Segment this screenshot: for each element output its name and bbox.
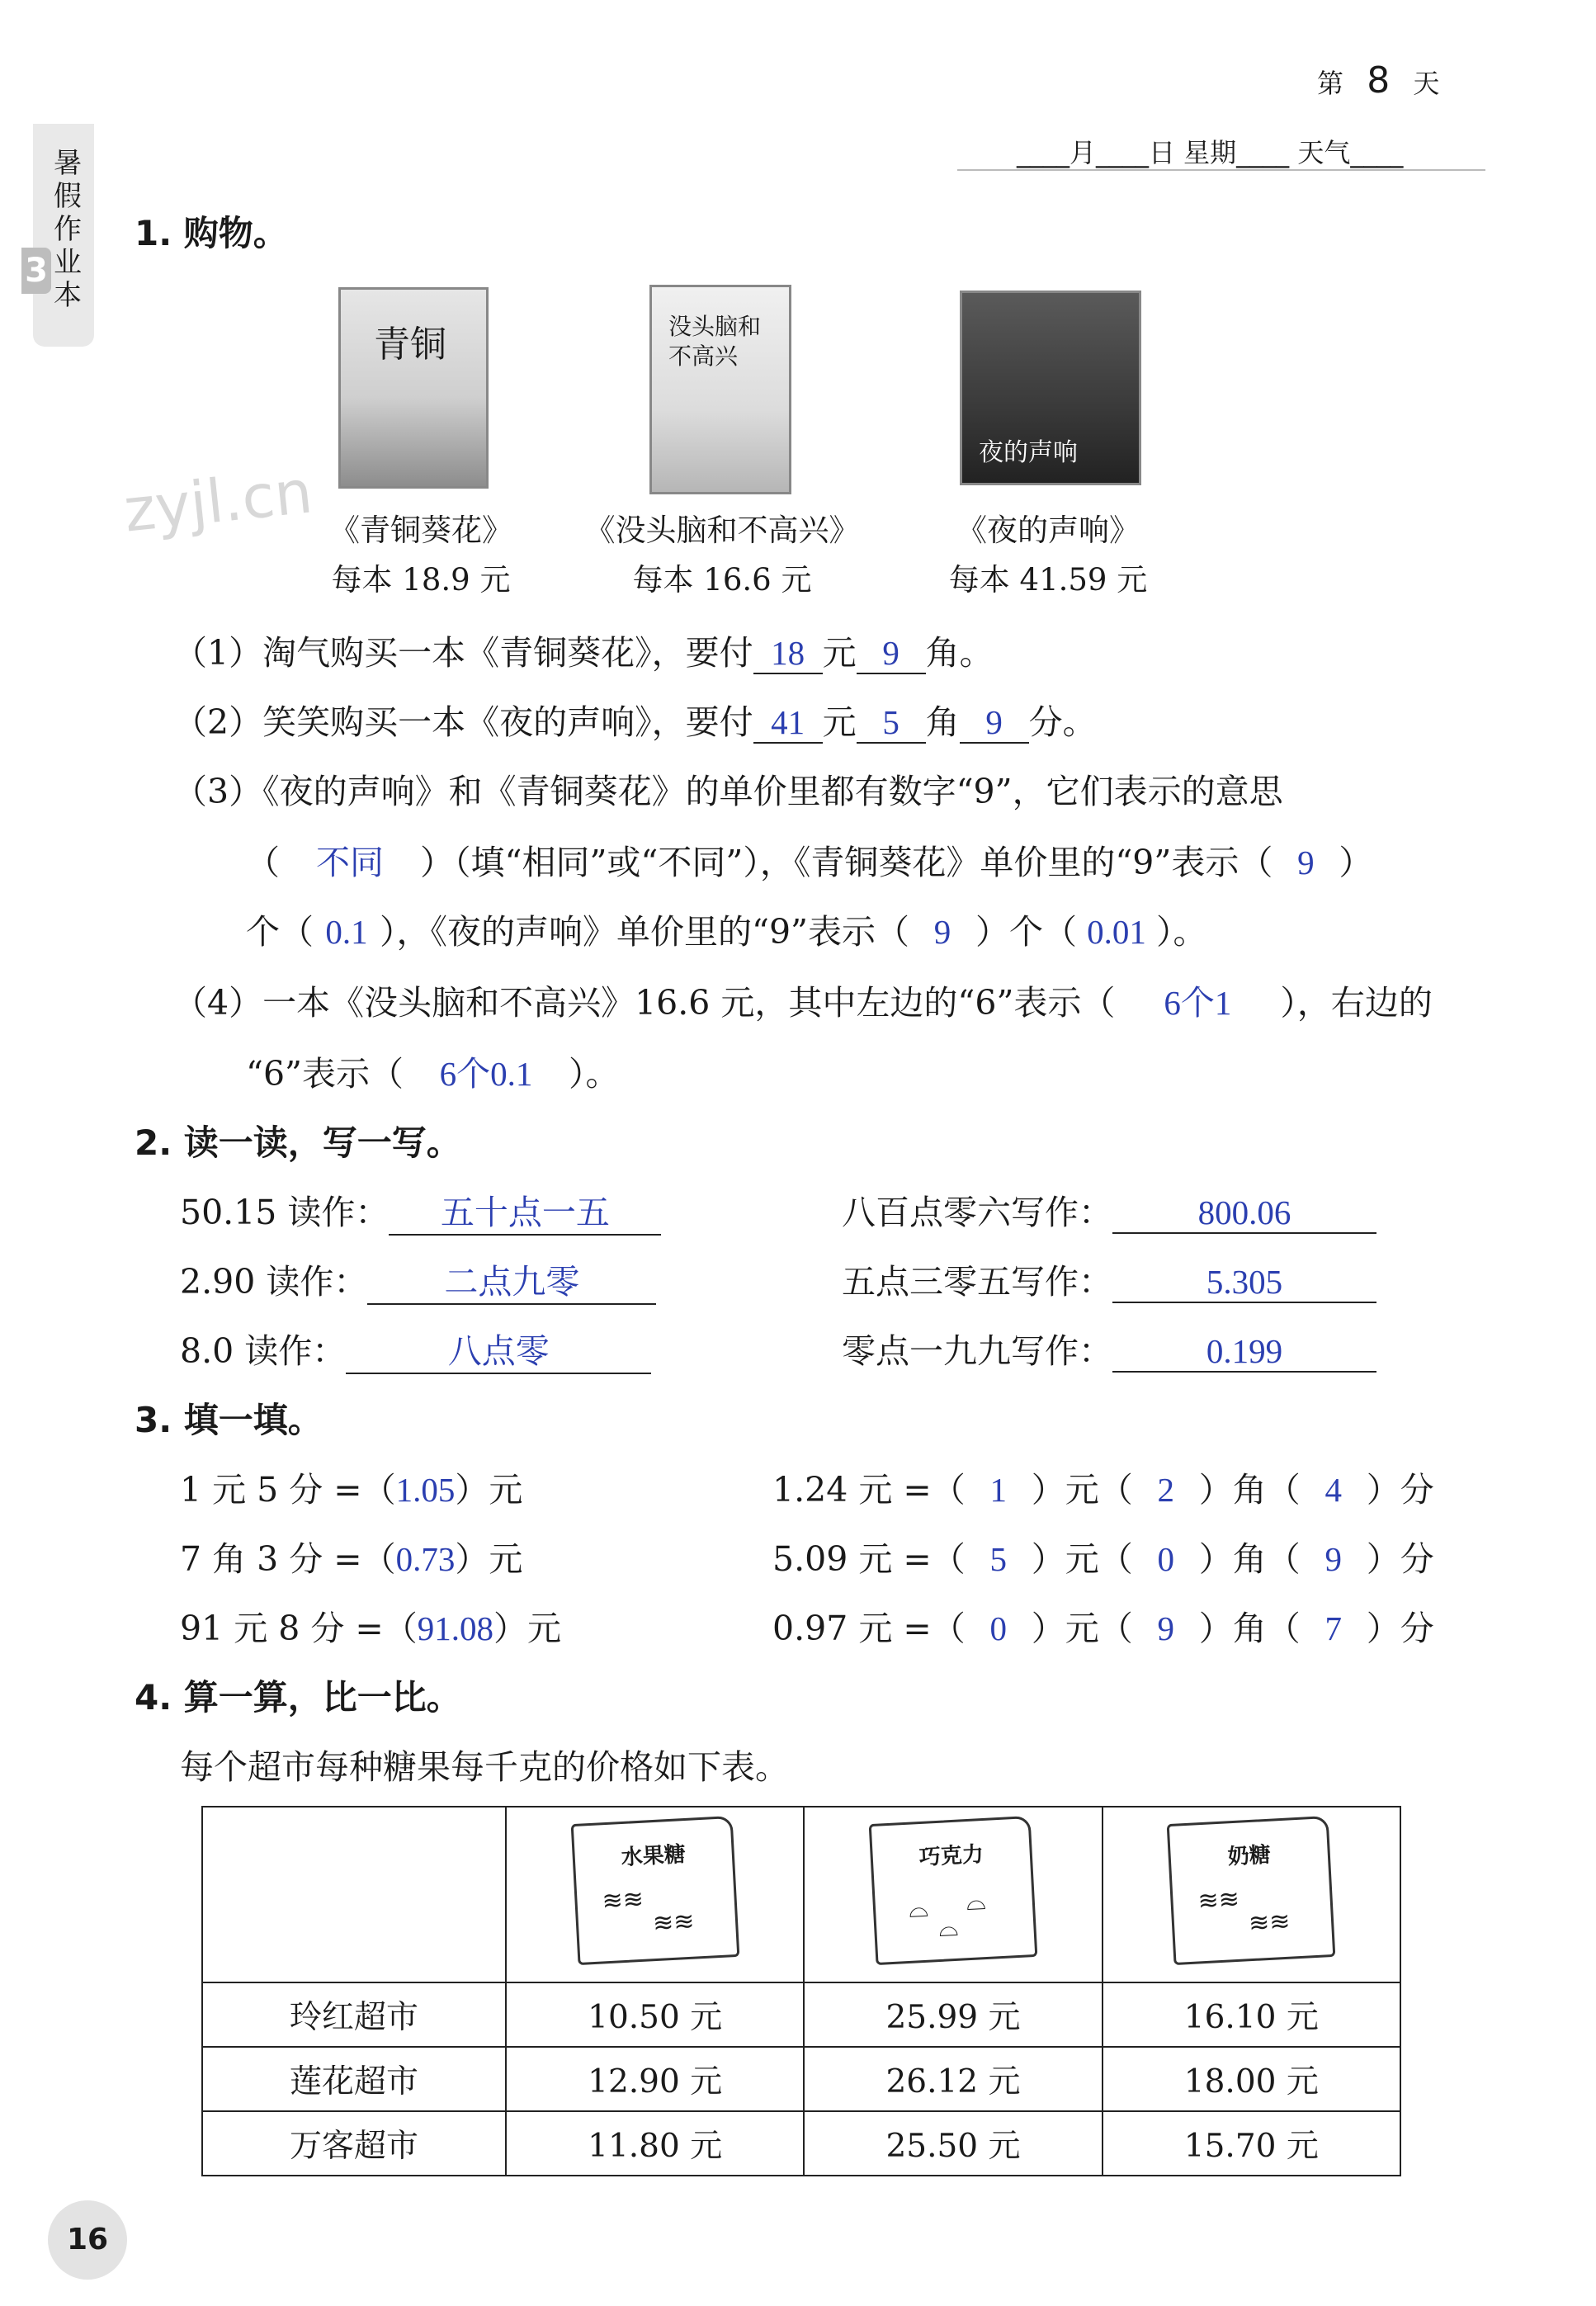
unit-fen: ）分 bbox=[1366, 1470, 1434, 1510]
write-prompt: 五点三零五写作： bbox=[842, 1262, 1112, 1302]
unit-yuan: ）元（ bbox=[1031, 1470, 1133, 1510]
conversion-prompt: 5.09 元 =（ bbox=[772, 1539, 966, 1579]
q2-left-item bbox=[180, 1255, 656, 1305]
answer-jiao: 0 bbox=[1157, 1540, 1174, 1578]
unit-jiao: ）角（ bbox=[1198, 1609, 1301, 1648]
answer-writing: 0.199 bbox=[1112, 1331, 1376, 1373]
unit-yuan: ）元 bbox=[493, 1609, 561, 1648]
chocolate-icon: ⌓ bbox=[965, 1886, 987, 1917]
answer-yuan: 1 bbox=[989, 1471, 1007, 1509]
price-cell: 16.10 元 bbox=[1103, 1982, 1400, 2047]
book-cover-yedeshengxiang bbox=[960, 291, 1141, 485]
book-cover-meitounao bbox=[649, 285, 791, 494]
unit-jiao: ）角（ bbox=[1198, 1470, 1301, 1510]
q1-part1 bbox=[173, 626, 994, 674]
answer-right-six: 6个0.1 bbox=[439, 1055, 533, 1093]
unit-jiao: 角。 bbox=[925, 633, 994, 673]
answer-yuan: 5 bbox=[989, 1540, 1007, 1578]
q3-left-item bbox=[180, 1601, 561, 1650]
read-prompt: 50.15 读作： bbox=[180, 1193, 390, 1232]
q1-title: 1. 购物。 bbox=[135, 213, 288, 253]
q2-right-item bbox=[842, 1255, 1376, 1303]
answer-unit: 0.1 bbox=[325, 913, 368, 951]
q1-part4-text: “6”表示（ bbox=[246, 1054, 404, 1094]
candy-label: 巧克力 bbox=[918, 1842, 985, 1871]
table-row bbox=[202, 2111, 1400, 2176]
answer-writing: 5.305 bbox=[1112, 1262, 1376, 1303]
day-number: 8 bbox=[1367, 59, 1391, 102]
candy-label: 奶糖 bbox=[1227, 1842, 1272, 1870]
grade-badge: 3 bbox=[21, 248, 51, 294]
candy-icon: ≋≋ bbox=[1197, 1884, 1241, 1916]
answer-jiao: 9 bbox=[857, 633, 926, 674]
q3-left-item bbox=[180, 1532, 522, 1581]
q1-part3-line3 bbox=[246, 905, 1207, 953]
q2-right-item bbox=[842, 1324, 1376, 1373]
price-cell: 18.00 元 bbox=[1103, 2047, 1400, 2111]
paren-close: ） bbox=[1339, 843, 1373, 882]
conversion-prompt: 1 元 5 分 =（ bbox=[180, 1470, 396, 1510]
candy-bag-icon bbox=[570, 1816, 739, 1965]
read-prompt: 2.90 读作： bbox=[180, 1262, 368, 1302]
unit-fen: ）分 bbox=[1366, 1539, 1434, 1579]
price-cell: 25.99 元 bbox=[804, 1982, 1102, 2047]
book-price: 每本 18.9 元 bbox=[331, 562, 511, 598]
q1-part3-text: ），《夜的声响》单价里的“9”表示（ bbox=[380, 912, 910, 952]
q1-part4-text: （4）一本《没头脑和不高兴》16.6 元，其中左边的“6”表示（ bbox=[173, 983, 1116, 1023]
q1-part3-text: 个（ bbox=[246, 912, 314, 952]
paren-open: （ bbox=[246, 843, 280, 882]
answer-yuan: 0 bbox=[989, 1609, 1007, 1647]
answer-unit: 0.01 bbox=[1087, 913, 1146, 951]
watermark: zyjl.cn bbox=[120, 456, 316, 546]
price-cell: 25.50 元 bbox=[804, 2111, 1102, 2176]
q1-part3-line2 bbox=[246, 835, 1372, 884]
candy-icon: ≋≋ bbox=[651, 1907, 695, 1939]
answer-count: 9 bbox=[1297, 843, 1315, 881]
conversion-prompt: 7 角 3 分 =（ bbox=[180, 1539, 396, 1579]
answer-jiao: 2 bbox=[1157, 1471, 1174, 1509]
answer-writing: 800.06 bbox=[1112, 1193, 1376, 1234]
answer-fen: 9 bbox=[960, 702, 1029, 744]
answer-reading: 二点九零 bbox=[367, 1255, 656, 1305]
book-name: 《没头脑和不高兴》 bbox=[584, 513, 860, 548]
unit-jiao: ）角（ bbox=[1198, 1539, 1301, 1579]
book-cover-title: 夜的声响 bbox=[979, 438, 1078, 467]
answer-count: 9 bbox=[933, 913, 951, 951]
unit-jiao: 角 bbox=[925, 702, 960, 742]
q1-part3-line1: （3）《夜的声响》和《青铜葵花》的单价里都有数字“9”，它们表示的意思 bbox=[173, 772, 1283, 811]
store-name: 莲花超市 bbox=[202, 2047, 506, 2111]
candy-icon: ≋≋ bbox=[601, 1884, 645, 1916]
price-cell: 15.70 元 bbox=[1103, 2111, 1400, 2176]
store-name: 万客超市 bbox=[202, 2111, 506, 2176]
candy-header-fruit bbox=[506, 1807, 804, 1982]
answer-yuan: 41 bbox=[753, 702, 823, 744]
book-cover-title: 青铜 bbox=[374, 324, 446, 366]
candy-bag-icon bbox=[1167, 1816, 1336, 1965]
answer-jiao: 5 bbox=[857, 702, 926, 744]
day-prefix: 第 bbox=[1317, 68, 1344, 99]
candy-header-milk bbox=[1103, 1807, 1400, 1982]
q1-part3-text: ）（填“相同”或“不同”），《青铜葵花》单价里的“9”表示（ bbox=[420, 843, 1273, 882]
answer-yuan-amount: 0.73 bbox=[395, 1540, 456, 1578]
write-prompt: 八百点零六写作： bbox=[842, 1193, 1112, 1232]
price-cell: 10.50 元 bbox=[506, 1982, 804, 2047]
answer-reading: 五十点一五 bbox=[389, 1185, 661, 1236]
store-name: 玲红超市 bbox=[202, 1982, 506, 2047]
q2-right-item bbox=[842, 1185, 1376, 1234]
answer-fen: 7 bbox=[1324, 1609, 1342, 1647]
q1-part4-line1 bbox=[173, 976, 1433, 1024]
answer-yuan-amount: 91.08 bbox=[417, 1609, 493, 1647]
write-prompt: 零点一九九写作： bbox=[842, 1331, 1112, 1371]
price-cell: 26.12 元 bbox=[804, 2047, 1102, 2111]
answer-left-six: 6个1 bbox=[1164, 984, 1232, 1022]
paren-close: ）。 bbox=[569, 1054, 620, 1094]
chocolate-icon: ⌓ bbox=[937, 1912, 959, 1943]
q1-part3-text: ）个（ bbox=[975, 912, 1078, 952]
candy-price-table bbox=[201, 1806, 1401, 2176]
q1-part1-text: （1）淘气购买一本《青铜葵花》，要付 bbox=[173, 633, 753, 673]
side-tab bbox=[25, 124, 94, 347]
unit-yuan: ）元（ bbox=[1031, 1539, 1133, 1579]
answer-yuan: 18 bbox=[753, 633, 823, 674]
answer-jiao: 9 bbox=[1157, 1609, 1174, 1647]
book-cover-qingtong bbox=[338, 287, 489, 489]
book-price: 每本 16.6 元 bbox=[632, 562, 812, 598]
book-name: 《青铜葵花》 bbox=[329, 513, 512, 548]
conversion-prompt: 1.24 元 =（ bbox=[772, 1470, 966, 1510]
book-name: 《夜的声响》 bbox=[956, 513, 1140, 548]
q4-intro: 每个超市每种糖果每千克的价格如下表。 bbox=[180, 1747, 789, 1787]
q1-part4-line2 bbox=[246, 1047, 620, 1095]
candy-header-chocolate bbox=[804, 1807, 1102, 1982]
book-price: 每本 41.59 元 bbox=[948, 562, 1148, 598]
unit-fen: 分。 bbox=[1028, 702, 1097, 742]
price-cell: 12.90 元 bbox=[506, 2047, 804, 2111]
unit-fen: ）分 bbox=[1366, 1609, 1434, 1648]
answer-fen: 9 bbox=[1324, 1540, 1342, 1578]
read-prompt: 8.0 读作： bbox=[180, 1331, 347, 1371]
q3-left-item bbox=[180, 1463, 522, 1511]
candy-icon: ≋≋ bbox=[1248, 1907, 1291, 1939]
unit-yuan: ）元 bbox=[455, 1539, 523, 1579]
header-rule bbox=[957, 169, 1485, 171]
unit-yuan: ）元 bbox=[455, 1470, 523, 1510]
conversion-prompt: 91 元 8 分 =（ bbox=[180, 1609, 418, 1648]
q3-right-item bbox=[772, 1463, 1434, 1511]
page-number: 16 bbox=[48, 2200, 127, 2280]
candy-bag-icon bbox=[869, 1816, 1038, 1965]
unit-yuan: 元 bbox=[822, 702, 857, 742]
table-corner-cell bbox=[202, 1807, 506, 1982]
q3-right-item bbox=[772, 1532, 1434, 1581]
q2-left-item bbox=[180, 1324, 651, 1374]
q1-part4-text: ），右边的 bbox=[1280, 983, 1433, 1023]
price-cell: 11.80 元 bbox=[506, 2111, 804, 2176]
unit-yuan: 元 bbox=[822, 633, 857, 673]
table-header-row bbox=[202, 1807, 1400, 1982]
table-row bbox=[202, 2047, 1400, 2111]
side-tab-label: 暑假作业本 bbox=[54, 147, 82, 312]
date-weather-line: ____月____日 星期____ 天气____ bbox=[1017, 137, 1404, 168]
unit-yuan: ）元（ bbox=[1031, 1609, 1133, 1648]
q2-title: 2. 读一读，写一写。 bbox=[135, 1122, 461, 1163]
answer-same-or-different: 不同 bbox=[316, 843, 384, 881]
q2-left-item bbox=[180, 1185, 661, 1236]
day-suffix: 天 bbox=[1413, 68, 1440, 99]
day-label bbox=[1317, 59, 1439, 102]
q1-part2-text: （2）笑笑购买一本《夜的声响》，要付 bbox=[173, 702, 753, 742]
book-cover-title: 没头脑和不高兴 bbox=[668, 313, 762, 370]
q4-title: 4. 算一算，比一比。 bbox=[135, 1677, 461, 1718]
q3-title: 3. 填一填。 bbox=[135, 1400, 323, 1440]
q1-part2 bbox=[173, 695, 1097, 744]
chocolate-icon: ⌓ bbox=[908, 1893, 929, 1924]
candy-label: 水果糖 bbox=[620, 1842, 687, 1871]
table-row bbox=[202, 1982, 1400, 2047]
answer-yuan-amount: 1.05 bbox=[395, 1471, 456, 1509]
q3-right-item bbox=[772, 1601, 1434, 1650]
answer-reading: 八点零 bbox=[346, 1324, 651, 1374]
conversion-prompt: 0.97 元 =（ bbox=[772, 1609, 966, 1648]
paren-close: ）。 bbox=[1156, 912, 1207, 952]
answer-fen: 4 bbox=[1324, 1471, 1342, 1509]
